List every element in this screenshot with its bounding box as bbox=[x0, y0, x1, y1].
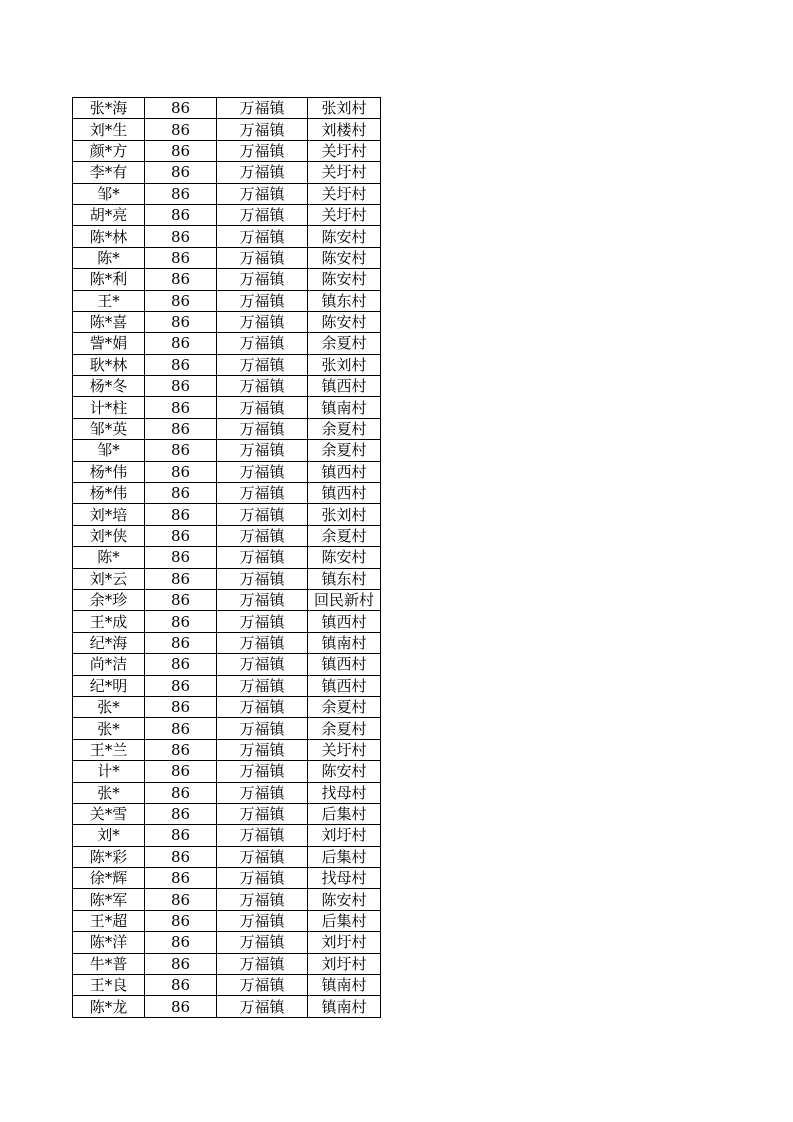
name-cell: 计*柱 bbox=[73, 397, 145, 418]
town-cell: 万福镇 bbox=[217, 311, 308, 332]
name-cell: 张* bbox=[73, 782, 145, 803]
town-cell: 万福镇 bbox=[217, 140, 308, 161]
score-cell: 86 bbox=[145, 461, 217, 482]
score-cell: 86 bbox=[145, 397, 217, 418]
table-row bbox=[73, 418, 381, 439]
village-cell: 刘圩村 bbox=[308, 932, 381, 953]
score-cell: 86 bbox=[145, 183, 217, 204]
score-cell: 86 bbox=[145, 996, 217, 1017]
town-cell: 万福镇 bbox=[217, 547, 308, 568]
table-row bbox=[73, 119, 381, 140]
score-cell: 86 bbox=[145, 354, 217, 375]
name-cell: 王* bbox=[73, 290, 145, 311]
name-cell: 陈* bbox=[73, 247, 145, 268]
village-cell: 关圩村 bbox=[308, 739, 381, 760]
score-cell: 86 bbox=[145, 162, 217, 183]
town-cell: 万福镇 bbox=[217, 825, 308, 846]
village-cell: 陈安村 bbox=[308, 269, 381, 290]
name-cell: 张*海 bbox=[73, 98, 145, 119]
village-cell: 后集村 bbox=[308, 910, 381, 931]
name-cell: 耿*林 bbox=[73, 354, 145, 375]
village-cell: 回民新村 bbox=[308, 589, 381, 610]
table-row bbox=[73, 782, 381, 803]
town-cell: 万福镇 bbox=[217, 290, 308, 311]
name-cell: 李*有 bbox=[73, 162, 145, 183]
score-cell: 86 bbox=[145, 846, 217, 867]
table-row bbox=[73, 140, 381, 161]
name-cell: 邹*英 bbox=[73, 418, 145, 439]
village-cell: 找母村 bbox=[308, 782, 381, 803]
town-cell: 万福镇 bbox=[217, 868, 308, 889]
score-cell: 86 bbox=[145, 247, 217, 268]
name-cell: 刘* bbox=[73, 825, 145, 846]
score-cell: 86 bbox=[145, 376, 217, 397]
town-cell: 万福镇 bbox=[217, 226, 308, 247]
table-row bbox=[73, 483, 381, 504]
name-cell: 张* bbox=[73, 696, 145, 717]
name-cell: 牛*普 bbox=[73, 953, 145, 974]
score-cell: 86 bbox=[145, 204, 217, 225]
village-cell: 镇南村 bbox=[308, 632, 381, 653]
table-row bbox=[73, 290, 381, 311]
village-cell: 余夏村 bbox=[308, 525, 381, 546]
village-cell: 镇西村 bbox=[308, 461, 381, 482]
town-cell: 万福镇 bbox=[217, 376, 308, 397]
name-cell: 陈*军 bbox=[73, 889, 145, 910]
village-cell: 张刘村 bbox=[308, 504, 381, 525]
town-cell: 万福镇 bbox=[217, 803, 308, 824]
table-row bbox=[73, 868, 381, 889]
town-cell: 万福镇 bbox=[217, 718, 308, 739]
score-cell: 86 bbox=[145, 547, 217, 568]
score-cell: 86 bbox=[145, 119, 217, 140]
name-cell: 杨*伟 bbox=[73, 483, 145, 504]
table-row bbox=[73, 975, 381, 996]
table-row bbox=[73, 996, 381, 1017]
village-cell: 镇西村 bbox=[308, 483, 381, 504]
score-cell: 86 bbox=[145, 140, 217, 161]
town-cell: 万福镇 bbox=[217, 996, 308, 1017]
table-row bbox=[73, 269, 381, 290]
table-body bbox=[73, 98, 381, 1018]
score-cell: 86 bbox=[145, 868, 217, 889]
village-cell: 镇西村 bbox=[308, 611, 381, 632]
score-cell: 86 bbox=[145, 568, 217, 589]
village-cell: 关圩村 bbox=[308, 162, 381, 183]
score-cell: 86 bbox=[145, 953, 217, 974]
score-cell: 86 bbox=[145, 975, 217, 996]
name-cell: 刘*生 bbox=[73, 119, 145, 140]
village-cell: 后集村 bbox=[308, 846, 381, 867]
town-cell: 万福镇 bbox=[217, 568, 308, 589]
score-cell: 86 bbox=[145, 418, 217, 439]
name-cell: 陈*龙 bbox=[73, 996, 145, 1017]
name-cell: 陈* bbox=[73, 547, 145, 568]
town-cell: 万福镇 bbox=[217, 162, 308, 183]
table-row bbox=[73, 803, 381, 824]
village-cell: 关圩村 bbox=[308, 183, 381, 204]
table-row bbox=[73, 718, 381, 739]
score-cell: 86 bbox=[145, 761, 217, 782]
name-cell: 关*雪 bbox=[73, 803, 145, 824]
table-row bbox=[73, 953, 381, 974]
score-cell: 86 bbox=[145, 654, 217, 675]
town-cell: 万福镇 bbox=[217, 204, 308, 225]
village-cell: 镇东村 bbox=[308, 568, 381, 589]
table-row bbox=[73, 932, 381, 953]
score-cell: 86 bbox=[145, 739, 217, 760]
score-cell: 86 bbox=[145, 525, 217, 546]
table-row bbox=[73, 440, 381, 461]
village-cell: 镇南村 bbox=[308, 996, 381, 1017]
table-row bbox=[73, 846, 381, 867]
data-table bbox=[72, 97, 381, 1018]
village-cell: 陈安村 bbox=[308, 547, 381, 568]
town-cell: 万福镇 bbox=[217, 504, 308, 525]
score-cell: 86 bbox=[145, 632, 217, 653]
table-row bbox=[73, 525, 381, 546]
table-row bbox=[73, 461, 381, 482]
village-cell: 镇东村 bbox=[308, 290, 381, 311]
name-cell: 颜*方 bbox=[73, 140, 145, 161]
town-cell: 万福镇 bbox=[217, 98, 308, 119]
table-row bbox=[73, 910, 381, 931]
score-cell: 86 bbox=[145, 290, 217, 311]
town-cell: 万福镇 bbox=[217, 611, 308, 632]
table-row bbox=[73, 354, 381, 375]
table-row bbox=[73, 547, 381, 568]
town-cell: 万福镇 bbox=[217, 889, 308, 910]
village-cell: 关圩村 bbox=[308, 204, 381, 225]
village-cell: 刘楼村 bbox=[308, 119, 381, 140]
town-cell: 万福镇 bbox=[217, 632, 308, 653]
name-cell: 张* bbox=[73, 718, 145, 739]
name-cell: 计* bbox=[73, 761, 145, 782]
town-cell: 万福镇 bbox=[217, 654, 308, 675]
table-row bbox=[73, 162, 381, 183]
village-cell: 镇西村 bbox=[308, 376, 381, 397]
name-cell: 尚*洁 bbox=[73, 654, 145, 675]
town-cell: 万福镇 bbox=[217, 846, 308, 867]
village-cell: 余夏村 bbox=[308, 418, 381, 439]
name-cell: 纪*明 bbox=[73, 675, 145, 696]
town-cell: 万福镇 bbox=[217, 910, 308, 931]
table-row bbox=[73, 889, 381, 910]
score-cell: 86 bbox=[145, 98, 217, 119]
score-cell: 86 bbox=[145, 483, 217, 504]
table-row bbox=[73, 675, 381, 696]
score-cell: 86 bbox=[145, 825, 217, 846]
name-cell: 陈*利 bbox=[73, 269, 145, 290]
village-cell: 余夏村 bbox=[308, 718, 381, 739]
score-cell: 86 bbox=[145, 311, 217, 332]
table-row bbox=[73, 589, 381, 610]
score-cell: 86 bbox=[145, 932, 217, 953]
town-cell: 万福镇 bbox=[217, 461, 308, 482]
score-cell: 86 bbox=[145, 889, 217, 910]
town-cell: 万福镇 bbox=[217, 782, 308, 803]
town-cell: 万福镇 bbox=[217, 269, 308, 290]
name-cell: 王*成 bbox=[73, 611, 145, 632]
village-cell: 陈安村 bbox=[308, 761, 381, 782]
name-cell: 陈*林 bbox=[73, 226, 145, 247]
table-row bbox=[73, 311, 381, 332]
table-row bbox=[73, 247, 381, 268]
table-row bbox=[73, 696, 381, 717]
village-cell: 镇南村 bbox=[308, 975, 381, 996]
table-row bbox=[73, 611, 381, 632]
name-cell: 徐*辉 bbox=[73, 868, 145, 889]
village-cell: 后集村 bbox=[308, 803, 381, 824]
name-cell: 杨*冬 bbox=[73, 376, 145, 397]
town-cell: 万福镇 bbox=[217, 119, 308, 140]
score-cell: 86 bbox=[145, 333, 217, 354]
score-cell: 86 bbox=[145, 504, 217, 525]
town-cell: 万福镇 bbox=[217, 675, 308, 696]
score-cell: 86 bbox=[145, 269, 217, 290]
name-cell: 余*珍 bbox=[73, 589, 145, 610]
name-cell: 訾*娟 bbox=[73, 333, 145, 354]
town-cell: 万福镇 bbox=[217, 247, 308, 268]
score-cell: 86 bbox=[145, 782, 217, 803]
village-cell: 余夏村 bbox=[308, 440, 381, 461]
town-cell: 万福镇 bbox=[217, 418, 308, 439]
score-cell: 86 bbox=[145, 696, 217, 717]
name-cell: 刘*培 bbox=[73, 504, 145, 525]
name-cell: 陈*喜 bbox=[73, 311, 145, 332]
village-cell: 张刘村 bbox=[308, 98, 381, 119]
town-cell: 万福镇 bbox=[217, 397, 308, 418]
village-cell: 找母村 bbox=[308, 868, 381, 889]
village-cell: 镇西村 bbox=[308, 654, 381, 675]
score-cell: 86 bbox=[145, 675, 217, 696]
table-row bbox=[73, 825, 381, 846]
village-cell: 余夏村 bbox=[308, 333, 381, 354]
table-row bbox=[73, 98, 381, 119]
table-row bbox=[73, 504, 381, 525]
name-cell: 邹* bbox=[73, 440, 145, 461]
name-cell: 王*兰 bbox=[73, 739, 145, 760]
village-cell: 刘圩村 bbox=[308, 825, 381, 846]
village-cell: 刘圩村 bbox=[308, 953, 381, 974]
village-cell: 陈安村 bbox=[308, 247, 381, 268]
village-cell: 陈安村 bbox=[308, 311, 381, 332]
town-cell: 万福镇 bbox=[217, 761, 308, 782]
table-row bbox=[73, 376, 381, 397]
town-cell: 万福镇 bbox=[217, 483, 308, 504]
name-cell: 胡*亮 bbox=[73, 204, 145, 225]
village-cell: 镇南村 bbox=[308, 397, 381, 418]
town-cell: 万福镇 bbox=[217, 696, 308, 717]
village-cell: 陈安村 bbox=[308, 226, 381, 247]
score-cell: 86 bbox=[145, 589, 217, 610]
village-cell: 张刘村 bbox=[308, 354, 381, 375]
name-cell: 杨*伟 bbox=[73, 461, 145, 482]
table-row bbox=[73, 654, 381, 675]
table-row bbox=[73, 204, 381, 225]
table-row bbox=[73, 397, 381, 418]
village-cell: 镇西村 bbox=[308, 675, 381, 696]
score-cell: 86 bbox=[145, 226, 217, 247]
table-row bbox=[73, 761, 381, 782]
name-cell: 陈*彩 bbox=[73, 846, 145, 867]
name-cell: 刘*云 bbox=[73, 568, 145, 589]
town-cell: 万福镇 bbox=[217, 589, 308, 610]
name-cell: 王*良 bbox=[73, 975, 145, 996]
village-cell: 余夏村 bbox=[308, 696, 381, 717]
table-row bbox=[73, 632, 381, 653]
town-cell: 万福镇 bbox=[217, 975, 308, 996]
score-cell: 86 bbox=[145, 718, 217, 739]
village-cell: 陈安村 bbox=[308, 889, 381, 910]
town-cell: 万福镇 bbox=[217, 932, 308, 953]
score-cell: 86 bbox=[145, 803, 217, 824]
table-row bbox=[73, 739, 381, 760]
table-row bbox=[73, 568, 381, 589]
town-cell: 万福镇 bbox=[217, 354, 308, 375]
town-cell: 万福镇 bbox=[217, 739, 308, 760]
name-cell: 陈*洋 bbox=[73, 932, 145, 953]
score-cell: 86 bbox=[145, 611, 217, 632]
town-cell: 万福镇 bbox=[217, 333, 308, 354]
town-cell: 万福镇 bbox=[217, 183, 308, 204]
name-cell: 纪*海 bbox=[73, 632, 145, 653]
name-cell: 王*超 bbox=[73, 910, 145, 931]
name-cell: 刘*侠 bbox=[73, 525, 145, 546]
village-cell: 关圩村 bbox=[308, 140, 381, 161]
score-cell: 86 bbox=[145, 440, 217, 461]
table-row bbox=[73, 226, 381, 247]
table-row bbox=[73, 333, 381, 354]
town-cell: 万福镇 bbox=[217, 953, 308, 974]
score-cell: 86 bbox=[145, 910, 217, 931]
town-cell: 万福镇 bbox=[217, 525, 308, 546]
town-cell: 万福镇 bbox=[217, 440, 308, 461]
table-row bbox=[73, 183, 381, 204]
name-cell: 邹* bbox=[73, 183, 145, 204]
